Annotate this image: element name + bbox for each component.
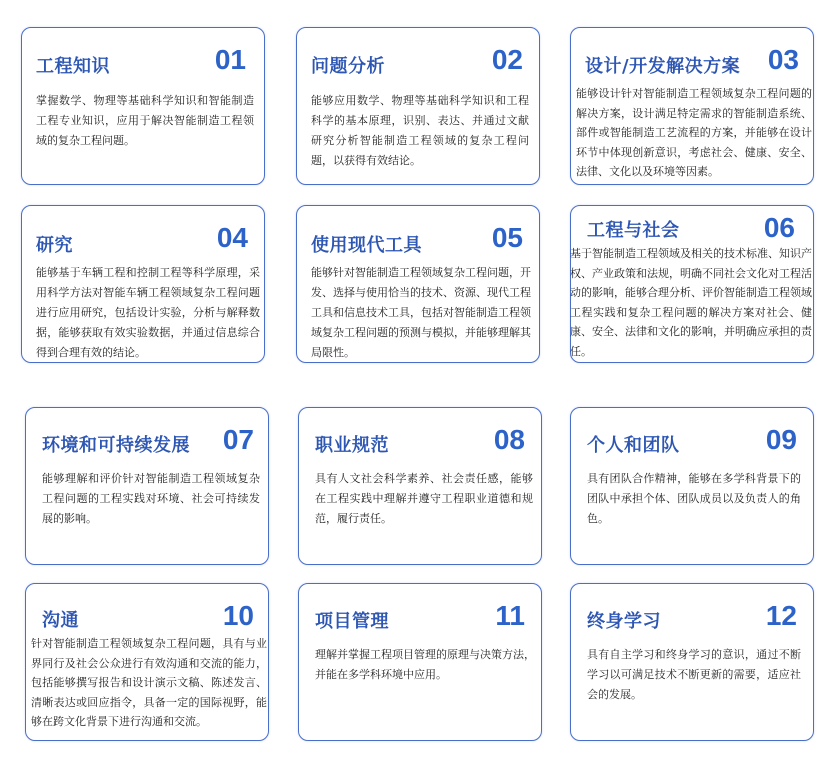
card-title: 工程知识	[36, 56, 110, 77]
card-communication	[25, 583, 269, 741]
card-title: 职业规范	[315, 435, 389, 456]
card-description: 掌握数学、物理等基础科学知识和智能制造工程专业知识，应用于解决智能制造工程领域的复杂工程问题。	[36, 94, 254, 147]
card-research	[21, 205, 265, 363]
card-description: 能够基于车辆工程和控制工程等科学原理，采用科学方法对智能车辆工程领域复杂工程问题进行应用研究，包括设计实验，分析与解释数据，能够获取有效实验数据，并通过信息综合得到合理有效的结论。	[36, 266, 260, 359]
card-environment-sustainability	[25, 407, 269, 565]
card-description: 能够设计针对智能制造工程领域复杂工程问题的解决方案，设计满足特定需求的智能制造系统、部件或智能制造工艺流程的方案，并能够在设计环节中体现创新意识，考虑社会、健康、安全、法律、文化以及环境等因素。	[576, 87, 812, 178]
card-number: 01	[214, 44, 246, 75]
card-number: 04	[216, 222, 248, 253]
card-title: 终身学习	[587, 611, 661, 632]
card-description: 具有自主学习和终身学习的意识，通过不断学习以可满足技术不断更新的需要，适应社会的发展。	[587, 648, 801, 701]
card-description: 能够理解和评价针对智能制造工程领域复杂工程问题的工程实践对环境、社会可持续发展的影响。	[42, 472, 260, 525]
card-modern-tools	[296, 205, 540, 363]
card-title: 项目管理	[315, 611, 389, 632]
card-number: 09	[765, 424, 797, 455]
card-description: 具有团队合作精神，能够在多学科背景下的团队中承担个体、团队成员以及负责人的角色。	[587, 472, 801, 525]
card-individual-team	[570, 407, 814, 565]
card-description: 能够针对智能制造工程领域复杂工程问题，开发、选择与使用恰当的技术、资源、现代工程工具和信息技术工具，包括对智能制造工程领域复杂工程问题的预测与模拟，并能够理解其局限性。	[311, 266, 531, 359]
card-title: 设计/开发解决方案	[585, 56, 741, 77]
card-title: 研究	[36, 235, 73, 256]
card-professional-norms	[298, 407, 542, 565]
card-engineering-society	[570, 205, 814, 363]
card-problem-analysis	[296, 27, 540, 185]
card-number: 10	[222, 600, 254, 631]
card-title: 问题分析	[311, 56, 385, 77]
card-project-management	[298, 583, 542, 741]
card-description: 理解并掌握工程项目管理的原理与决策方法，并能在多学科环境中应用。	[315, 648, 535, 681]
card-number: 05	[491, 222, 523, 253]
card-number: 11	[495, 600, 525, 631]
card-number: 03	[767, 44, 799, 75]
card-number: 02	[491, 44, 523, 75]
card-description: 基于智能制造工程领域及相关的技术标准、知识产权、产业政策和法规，明确不同社会文化对工程活动的影响，能够合理分析、评价智能制造工程领域工程实践和复杂工程问题的解决方案对社会、健康、安全、法律和文化的影响，并明确应承担的责任。	[570, 247, 812, 358]
card-engineering-knowledge	[21, 27, 265, 185]
card-number: 08	[493, 424, 525, 455]
card-description: 具有人文社会科学素养、社会责任感，能够在工程实践中理解并遵守工程职业道德和规范，履行责任。	[315, 472, 533, 525]
card-design-solutions	[570, 27, 814, 185]
card-description: 能够应用数学、物理等基础科学知识和工程科学的基本原理，识别、表达、并通过文献研究分析智能制造工程领域的复杂工程问题，以获得有效结论。	[311, 94, 529, 167]
card-number: 06	[763, 212, 795, 243]
card-title: 沟通	[42, 610, 79, 631]
card-description: 针对智能制造工程领域复杂工程问题，具有与业界同行及社会公众进行有效沟通和交流的能力，包括能够撰写报告和设计演示文稿、陈述发言、清晰表达或回应指令，具备一定的国际视野，能够在跨文化背景下进行沟通和交流。	[31, 637, 267, 728]
card-number: 07	[222, 424, 254, 455]
card-title: 使用现代工具	[311, 235, 422, 256]
card-title: 个人和团队	[587, 435, 680, 456]
card-title: 环境和可持续发展	[42, 435, 190, 456]
card-number: 12	[765, 600, 797, 631]
card-title: 工程与社会	[587, 220, 680, 241]
card-lifelong-learning	[570, 583, 814, 741]
